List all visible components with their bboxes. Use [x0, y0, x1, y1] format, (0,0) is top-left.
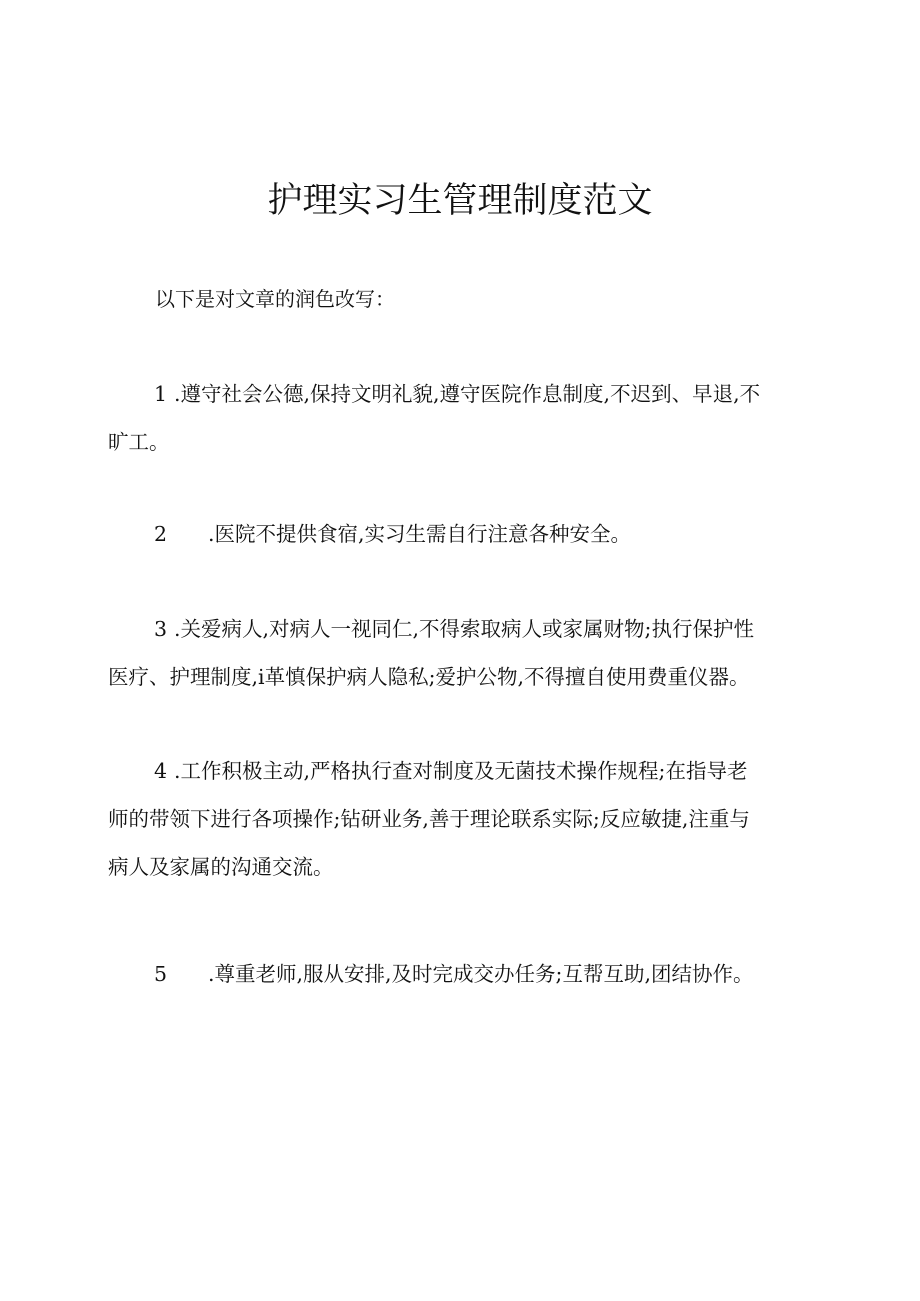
rule-item-2-line-1	[108, 510, 820, 558]
rule-text: .工作积极主动,严格执行查对制度及无菌技术操作规程;在指导老	[174, 759, 748, 783]
rule-item-2	[108, 510, 820, 558]
rule-item-4-line-3: 病人及家属的沟通交流。	[108, 855, 334, 879]
document-title: 护理实习生管理制度范文	[267, 181, 653, 221]
rule-item-4-line-1	[108, 747, 820, 795]
rule-item-3-line-2: 医疗、护理制度,i革慎保护病人隐私;爱护公物,不得擅自使用费重仪器。	[108, 665, 750, 689]
rule-text: .关爱病人,对病人一视同仁,不得索取病人或家属财物;执行保护性	[174, 617, 754, 641]
rule-text: .尊重老师,服从安排,及时完成交办任务;互帮互助,团结协作。	[208, 962, 754, 986]
rule-item-5	[108, 950, 820, 998]
rule-item-1-line-1	[108, 370, 820, 418]
rule-item-4-line-2: 师的带领下进行各项操作;钻研业务,善于理论联系实际;反应敏捷,注重与	[108, 807, 750, 831]
rule-number: 4	[154, 759, 168, 783]
rule-item-3-line-1	[108, 605, 820, 653]
rule-item-3	[108, 605, 820, 701]
rule-text: .医院不提供食宿,实习生需自行注意各种安全。	[208, 522, 632, 546]
rule-item-1	[108, 370, 820, 466]
rule-item-5-line-1	[108, 950, 820, 998]
rule-number: 5	[154, 962, 168, 986]
intro-text: 以下是对文章的润色改写：	[155, 287, 395, 311]
rule-number: 1	[154, 382, 168, 406]
rule-number: 2	[154, 522, 168, 546]
rule-item-4	[108, 747, 820, 891]
rule-item-1-line-2: 旷工。	[108, 430, 170, 454]
rule-text: .遵守社会公德,保持文明礼貌,遵守医院作息制度,不迟到、早退,不	[174, 382, 761, 406]
rule-number: 3	[154, 617, 168, 641]
